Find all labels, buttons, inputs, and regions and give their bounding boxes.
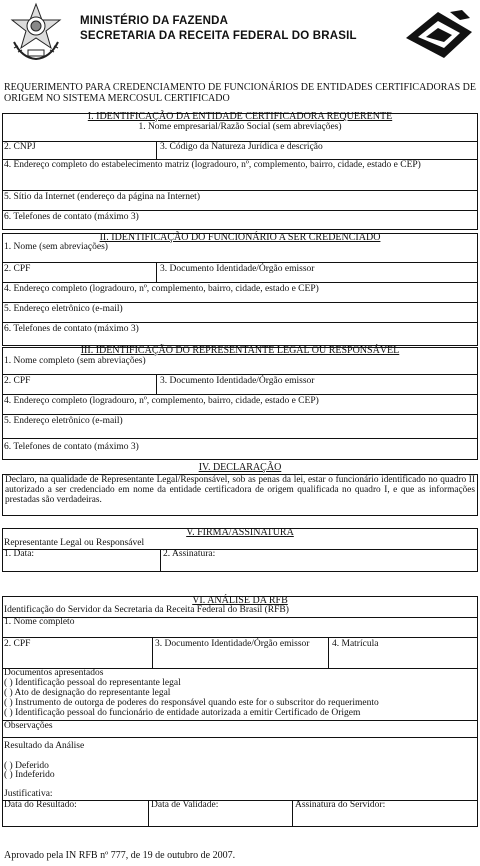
s2-email-field[interactable]: 5. Endereço eletrônico (e-mail) <box>4 304 123 314</box>
section-4-title: IV. DECLARAÇÃO <box>198 462 282 473</box>
s6-observations-field[interactable]: Observações <box>4 721 53 731</box>
section-1-title: I. IDENTIFICAÇÃO DA ENTIDADE CERTIFICADORA REQUERENTE <box>87 111 393 122</box>
brasil-coat-of-arms-icon <box>4 2 68 62</box>
s1-cnpj-field[interactable]: 2. CNPJ <box>4 142 36 152</box>
s2-name-field[interactable]: 1. Nome (sem abreviações) <box>4 242 108 252</box>
s6-registration-field[interactable]: 4. Matrícula <box>332 639 379 649</box>
s6-result-denied-option[interactable]: ( ) Indeferido <box>4 770 55 780</box>
s1-website-field[interactable]: 5. Sítio da Internet (endereço da página na Internet) <box>4 192 200 202</box>
s2-address-field[interactable]: 4. Endereço completo (logradouro, nº, complemento, bairro, cidade, estado e CEP) <box>4 284 319 294</box>
s3-name-field[interactable]: 1. Nome completo (sem abreviações) <box>4 356 146 366</box>
s6-doc-checkbox-1[interactable]: ( ) Identificação pessoal do representante legal <box>4 678 181 688</box>
section-5-title: V. FIRMA/ASSINATURA <box>186 527 294 538</box>
s6-result-approved-option[interactable]: ( ) Deferido <box>4 761 49 771</box>
s5-signature-field[interactable]: 2. Assinatura: <box>163 549 216 559</box>
s6-name-field[interactable]: 1. Nome completo <box>4 617 75 627</box>
s5-legal-rep-label: Representante Legal ou Responsável <box>4 538 145 548</box>
s3-cpf-field[interactable]: 2. CPF <box>4 376 31 386</box>
section-6-title: VI. ANÁLISE DA RFB <box>192 595 288 606</box>
s6-server-id-label: Identificação do Servidor da Secretaria da Receita Federal do Brasil (RFB) <box>4 605 289 615</box>
s1-company-name-field[interactable]: 1. Nome empresarial/Razão Social (sem abreviações) <box>138 122 342 132</box>
s1-legal-nature-field[interactable]: 3. Código da Natureza Jurídica e descrição <box>160 142 323 152</box>
s6-documents-title: Documentos apresentados <box>4 668 104 678</box>
s2-id-document-field[interactable]: 3. Documento Identidade/Órgão emissor <box>160 264 315 274</box>
s6-validity-date-field[interactable]: Data de Validade: <box>151 800 219 810</box>
ministry-name: MINISTÉRIO DA FAZENDA <box>80 15 229 27</box>
s6-server-signature-field[interactable]: Assinatura do Servidor: <box>295 800 386 810</box>
form-title: REQUERIMENTO PARA CREDENCIAMENTO DE FUNCIONÁRIOS DE ENTIDADES CERTIFICADORAS DE ORIGEM NO SISTEMA MERCOSUL CERTIFICADO <box>4 82 477 104</box>
s3-address-field[interactable]: 4. Endereço completo (logradouro, nº, complemento, bairro, cidade, estado e CEP) <box>4 396 319 406</box>
approval-footer: Aprovado pela IN RFB nº 777, de 19 de outubro de 2007. <box>4 850 236 861</box>
s6-cpf-field[interactable]: 2. CPF <box>4 639 31 649</box>
s2-cpf-field[interactable]: 2. CPF <box>4 264 31 274</box>
receita-federal-logo-icon <box>404 8 474 60</box>
s1-address-field[interactable]: 4. Endereço completo do estabelecimento matriz (logradouro, nº, complemento, bairro, cidade, estado e CEP) <box>4 160 421 170</box>
s6-justification-field[interactable]: Justificativa: <box>4 789 53 799</box>
s6-id-document-field[interactable]: 3. Documento Identidade/Órgão emissor <box>155 639 310 649</box>
section-2-title: II. IDENTIFICAÇÃO DO FUNCIONÁRIO A SER CREDENCIADO <box>99 232 381 243</box>
s1-phones-field[interactable]: 6. Telefones de contato (máximo 3) <box>4 212 139 222</box>
s6-result-title: Resultado da Análise <box>4 741 85 751</box>
s6-doc-checkbox-2[interactable]: ( ) Ato de designação do representante legal <box>4 688 171 698</box>
secretariat-name: SECRETARIA DA RECEITA FEDERAL DO BRASIL <box>80 30 357 42</box>
s6-result-date-field[interactable]: Data do Resultado: <box>4 800 77 810</box>
s3-email-field[interactable]: 5. Endereço eletrônico (e-mail) <box>4 416 123 426</box>
s3-phones-field[interactable]: 6. Telefones de contato (máximo 3) <box>4 442 139 452</box>
s2-phones-field[interactable]: 6. Telefones de contato (máximo 3) <box>4 324 139 334</box>
declaration-text: Declaro, na qualidade de Representante Legal/Responsável, sob as penas da lei, estar o funcionário identificado no quadro II autorizado a ser credenciado em nome da entidade certificadora de origem qualificada no quadro I, e que as informações prestadas são verdadeiras. <box>5 475 475 505</box>
section-3-title: III. IDENTIFICAÇÃO DO REPRESENTANTE LEGAL OU RESPONSÁVEL <box>80 345 400 356</box>
s6-doc-checkbox-3[interactable]: ( ) Instrumento de outorga de poderes do responsável quando este for o subscritor do requerimento <box>4 698 379 708</box>
s6-doc-checkbox-4[interactable]: ( ) Identificação pessoal do funcionário de entidade autorizada a emitir Certificado de Origem <box>4 708 361 718</box>
s3-id-document-field[interactable]: 3. Documento Identidade/Órgão emissor <box>160 376 315 386</box>
s5-date-field[interactable]: 1. Data: <box>4 549 35 559</box>
